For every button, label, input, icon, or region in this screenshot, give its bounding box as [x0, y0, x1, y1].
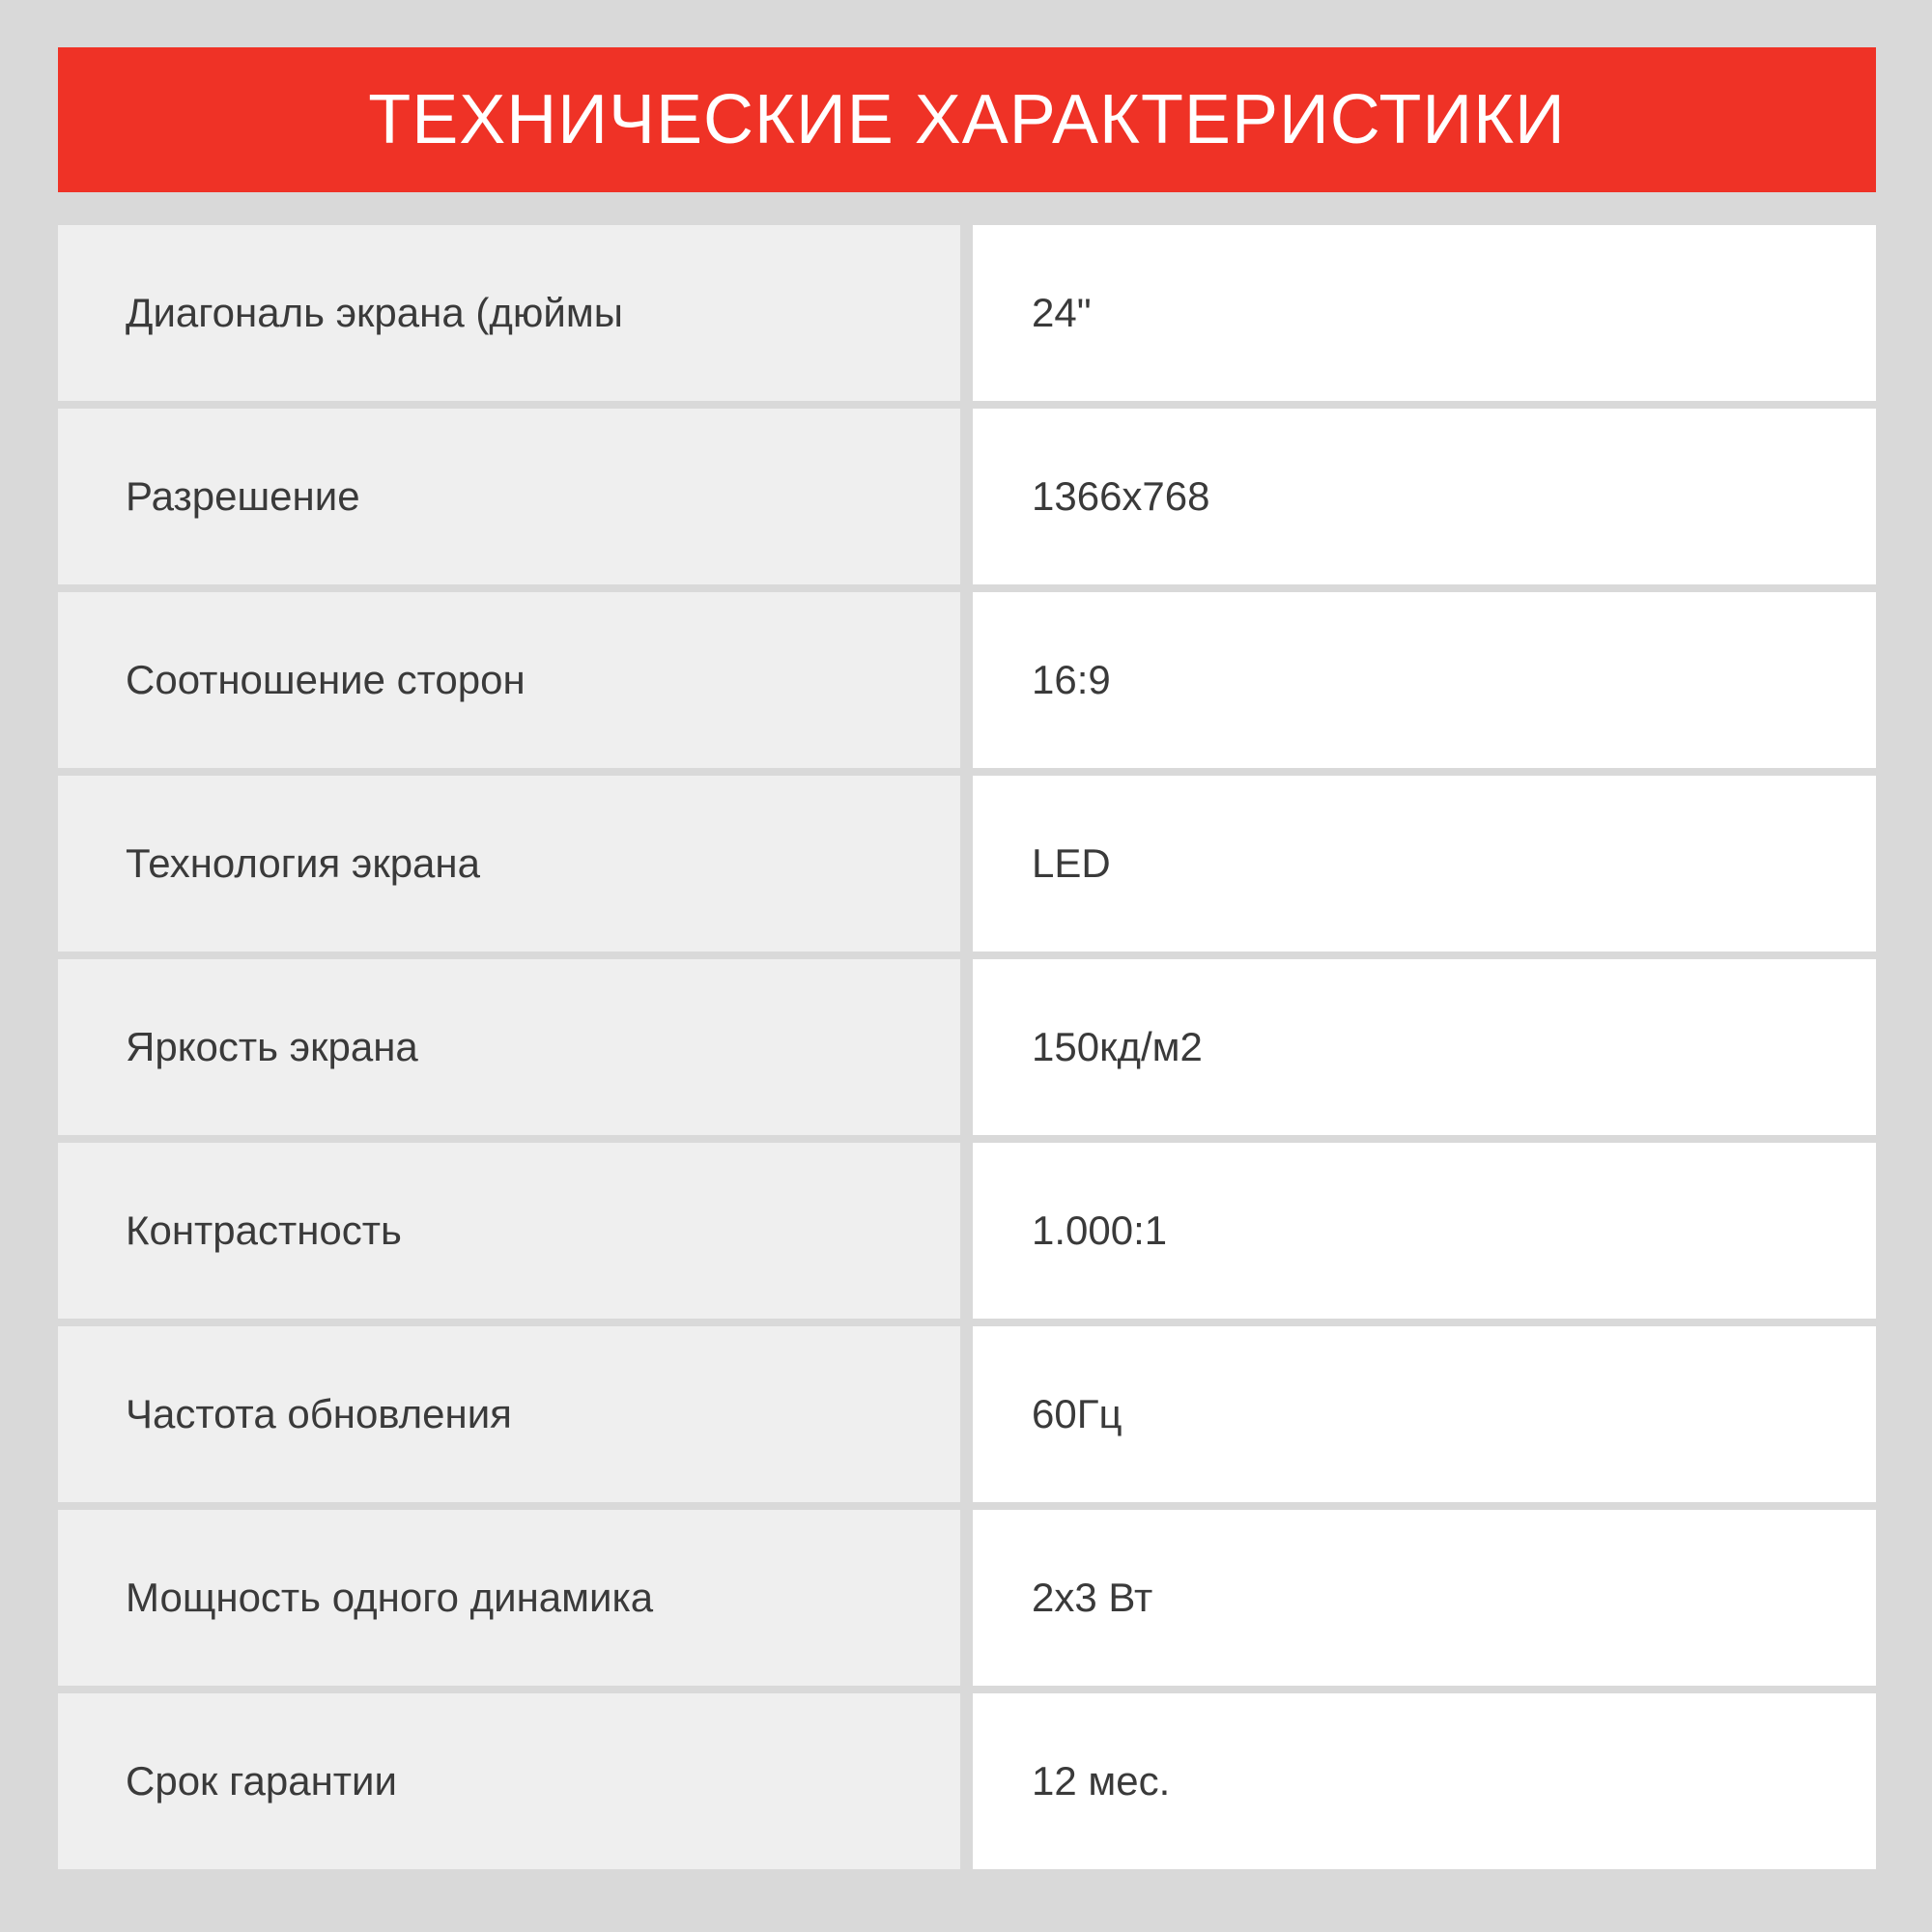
spec-value: 16:9 — [973, 592, 1876, 768]
spec-value: 1366x768 — [973, 409, 1876, 584]
spec-label: Контрастность — [58, 1143, 960, 1319]
spec-value: 12 мес. — [973, 1693, 1876, 1869]
spec-value: 24" — [973, 225, 1876, 401]
spec-label: Мощность одного динамика — [58, 1510, 960, 1686]
spec-row — [58, 1510, 1876, 1686]
spec-label: Яркость экрана — [58, 959, 960, 1135]
spec-label: Частота обновления — [58, 1326, 960, 1502]
spec-value: 1.000:1 — [973, 1143, 1876, 1319]
header-banner — [58, 47, 1876, 192]
spec-row — [58, 1326, 1876, 1502]
spec-row — [58, 776, 1876, 952]
spec-value: LED — [973, 776, 1876, 952]
spec-value: 60Гц — [973, 1326, 1876, 1502]
spec-label: Диагональ экрана (дюймы — [58, 225, 960, 401]
spec-value: 150кд/м2 — [973, 959, 1876, 1135]
spec-row — [58, 1693, 1876, 1869]
spec-table — [58, 225, 1876, 1869]
spec-label: Соотношение сторон — [58, 592, 960, 768]
spec-value: 2x3 Вт — [973, 1510, 1876, 1686]
spec-label: Срок гарантии — [58, 1693, 960, 1869]
spec-label: Технология экрана — [58, 776, 960, 952]
spec-label: Разрешение — [58, 409, 960, 584]
page-title: ТЕХНИЧЕСКИЕ ХАРАКТЕРИСТИКИ — [368, 81, 1566, 158]
spec-row — [58, 225, 1876, 401]
spec-row — [58, 959, 1876, 1135]
spec-row — [58, 592, 1876, 768]
spec-row — [58, 409, 1876, 584]
spec-row — [58, 1143, 1876, 1319]
